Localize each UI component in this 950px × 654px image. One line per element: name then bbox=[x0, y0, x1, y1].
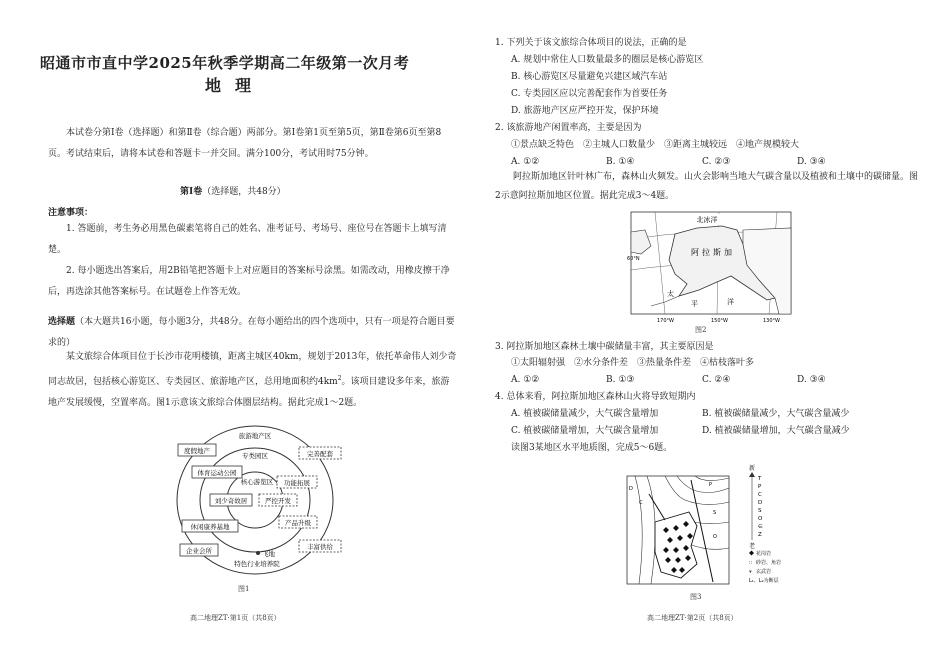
figure-1-caption: 图1 bbox=[238, 585, 250, 593]
page-1-footer: 高二地理ZT·第1页（共8页） bbox=[190, 614, 281, 622]
label-travel-estate: 旅游地产区 bbox=[238, 432, 272, 440]
passage-1a: 某文旅综合体项目位于长沙市花明楼镇，距离主城区40km，规划于2013年，依托革命伟人刘少奇同志故居，包括核心游览区、专类园区、旅游地产区，总用地面积约4km bbox=[48, 352, 457, 387]
figure-3-geologic-map bbox=[625, 460, 805, 590]
label-club: 企业会所 bbox=[186, 547, 212, 555]
q2-option-b[interactable]: B. ①④ bbox=[606, 157, 635, 167]
legend-new: 新 bbox=[749, 465, 756, 472]
notice-2: 2. 每小题选出答案后，用2B铅笔把答题卡上对应题目的答案标号涂黑。如需改动，用橡皮擦干净后，再选涂其他答案标号。在试题卷上作答无效。 bbox=[48, 266, 450, 297]
legend-arrow-head bbox=[749, 472, 755, 477]
map-label-c: C bbox=[639, 500, 643, 506]
label-lon-170: 170°W bbox=[657, 318, 674, 324]
label-special-park: 专类园区 bbox=[242, 452, 268, 460]
legend-fault: L₁、L₂为断层 bbox=[749, 578, 779, 584]
legend-z: Z bbox=[758, 532, 762, 538]
legend-sandstone-symbol: ∷ bbox=[749, 560, 753, 566]
page-2-footer: 高二地理ZT·第2页（共8页） bbox=[647, 614, 738, 622]
map-label-o: O bbox=[713, 534, 717, 540]
q4-option-b[interactable]: B. 植被碳储量减少，大气碳含量减少 bbox=[702, 409, 850, 419]
label-lon-150: 150°W bbox=[711, 318, 728, 324]
q4-option-c[interactable]: C. 植被碳储量增加，大气碳含量增加 bbox=[511, 426, 659, 436]
legend-p: P bbox=[758, 484, 762, 490]
legend-old: 老 bbox=[749, 543, 756, 550]
q2-option-a[interactable]: A. ①② bbox=[511, 157, 540, 167]
label-core: 核心游览区 bbox=[240, 478, 274, 486]
legend-granite: 花岗岩 bbox=[756, 551, 772, 557]
q1-option-b[interactable]: B. 核心游览区尽量避免兴建区域汽车站 bbox=[511, 72, 668, 82]
q1-option-c[interactable]: C. 专类园区应以完善配套作为首要任务 bbox=[511, 89, 668, 99]
q3-items: ①太阳辐射强 ②水分条件差 ③热量条件差 ④枯枝落叶多 bbox=[511, 358, 755, 368]
label-strict: 严控开发 bbox=[265, 497, 291, 505]
map-label-p: P bbox=[709, 482, 713, 488]
q2-stem: 2. 该旅游地产闲置率高，主要是因为 bbox=[495, 123, 642, 133]
part1-heading-bold: 第Ⅰ卷 bbox=[180, 187, 203, 197]
q3-option-d[interactable]: D. ③④ bbox=[797, 375, 826, 385]
map-label-d: D bbox=[629, 486, 633, 492]
q1-option-d[interactable]: D. 旅游地产区应严控开发，保护环境 bbox=[511, 106, 659, 116]
legend-c: C bbox=[758, 492, 762, 498]
legend-d: D bbox=[758, 500, 763, 506]
label-former-residence: 刘少奇故居 bbox=[214, 497, 248, 505]
notice-title: 注意事项： bbox=[48, 208, 94, 218]
q2-items: ①景点缺乏特色 ②主城人口数量少 ③距离主城较远 ④地产规模较大 bbox=[511, 140, 800, 150]
q3-option-a[interactable]: A. ①② bbox=[511, 375, 540, 385]
q1-stem: 1. 下列关于该文旅综合体项目的说法，正确的是 bbox=[495, 38, 687, 48]
exam-title: 昭通市市直中学2025年秋季学期高二年级第一次月考 bbox=[40, 54, 410, 72]
passage-1b: 。该项目建设多年来，旅游地产发展缓慢，空置率高。图1示意该文旅综合体圈层结构。据此完成1～2题。 bbox=[48, 377, 450, 408]
figure-2-caption: 图2 bbox=[695, 326, 707, 334]
exam-intro: 本试卷分第Ⅰ卷（选择题）和第Ⅱ卷（综合题）两部分。第Ⅰ卷第1页至第5页，第Ⅱ卷第6页至第8页。考试结束后，请将本试卷和答题卡一并交回。满分100分，考试用时75分钟。 bbox=[48, 128, 442, 159]
legend-basalt-symbol: ⩔ bbox=[749, 569, 752, 575]
label-supply: 丰富供给 bbox=[307, 543, 333, 551]
granite-body bbox=[655, 512, 697, 578]
choice-desc: （本大题共16小题，每小题3分，共48分。在每小题给出的四个选项中，只有一项是符合题目要求的） bbox=[48, 317, 455, 348]
label-ocean-2: 平 bbox=[691, 300, 698, 308]
legend-granite-symbol bbox=[749, 551, 754, 556]
legend-basalt: 玄武岩 bbox=[756, 569, 772, 575]
label-alaska: 阿拉斯加 bbox=[691, 248, 735, 257]
passage-1 bbox=[48, 347, 458, 414]
q3-option-c[interactable]: C. ②④ bbox=[702, 375, 731, 385]
label-upgrade: 产品升级 bbox=[285, 519, 311, 527]
label-function: 功能拓展 bbox=[284, 479, 310, 487]
label-leisure: 休闲康养基地 bbox=[190, 523, 230, 531]
q2-option-c[interactable]: C. ②③ bbox=[702, 157, 731, 167]
legend-o: O bbox=[758, 516, 763, 522]
q3-stem: 3. 阿拉斯加地区森林土壤中碳储量丰富，其主要原因是 bbox=[495, 342, 714, 352]
choice-title: 选择题 bbox=[48, 317, 76, 327]
legend-sandstone: 砂岩、角岩 bbox=[756, 560, 782, 566]
legend-s: S bbox=[758, 508, 762, 514]
map-label-s: S bbox=[713, 510, 717, 516]
q4-option-d[interactable]: D. 植被碳储量增加，大气碳含量减少 bbox=[702, 426, 850, 436]
label-industry: 特色行业培养院 bbox=[234, 560, 280, 568]
q3-option-b[interactable]: B. ①③ bbox=[606, 375, 635, 385]
label-support: 完善配套 bbox=[307, 450, 333, 458]
q2-option-d[interactable]: D. ③④ bbox=[797, 157, 826, 167]
page-2 bbox=[475, 0, 950, 654]
q4-option-a[interactable]: A. 植被碳储量减少，大气碳含量增加 bbox=[511, 409, 659, 419]
label-lat-60: 60°N bbox=[627, 256, 640, 262]
part1-heading-rest: （选择题，共48分） bbox=[202, 187, 286, 197]
legend-t: T bbox=[758, 476, 762, 482]
part1-heading bbox=[180, 186, 286, 199]
label-resort: 度假地产 bbox=[184, 447, 210, 455]
passage-2: 阿拉斯加地区针叶林广布，森林山火频发。山火会影响当地大气碳含量以及植被和土壤中的碳储量。图2示意阿拉斯加地区位置。据此完成3～4题。 bbox=[495, 172, 919, 201]
airport-dot bbox=[256, 551, 260, 555]
label-sports: 体育运动公园 bbox=[197, 469, 237, 477]
label-ocean-3: 洋 bbox=[727, 298, 734, 306]
passage-3: 读图3某地区水平地质图，完成5～6题。 bbox=[511, 443, 673, 453]
q4-stem: 4. 总体来看，阿拉斯加地区森林山火将导致短期内 bbox=[495, 392, 696, 402]
notice-1: 1. 答题前，考生务必用黑色碳素笔将自己的姓名、准考证号、考场号、座位号在答题卡上填写清楚。 bbox=[48, 224, 447, 255]
q1-option-a[interactable]: A. 规划中常住人口数量最多的圈层是核心游览区 bbox=[511, 55, 704, 65]
label-lon-130: 130°W bbox=[763, 318, 780, 324]
figure-1-diagram bbox=[160, 422, 360, 582]
label-arctic-ocean: 北冰洋 bbox=[696, 216, 718, 224]
label-airport: 飞地 bbox=[262, 550, 275, 558]
legend-e: ∈ bbox=[758, 524, 763, 530]
figure-2-map bbox=[627, 210, 795, 325]
passage-1-sup: 2 bbox=[337, 375, 342, 382]
subject-title: 地理 bbox=[205, 76, 266, 95]
label-ocean-1: 太 bbox=[667, 290, 674, 298]
figure-3-caption: 图3 bbox=[690, 593, 702, 601]
